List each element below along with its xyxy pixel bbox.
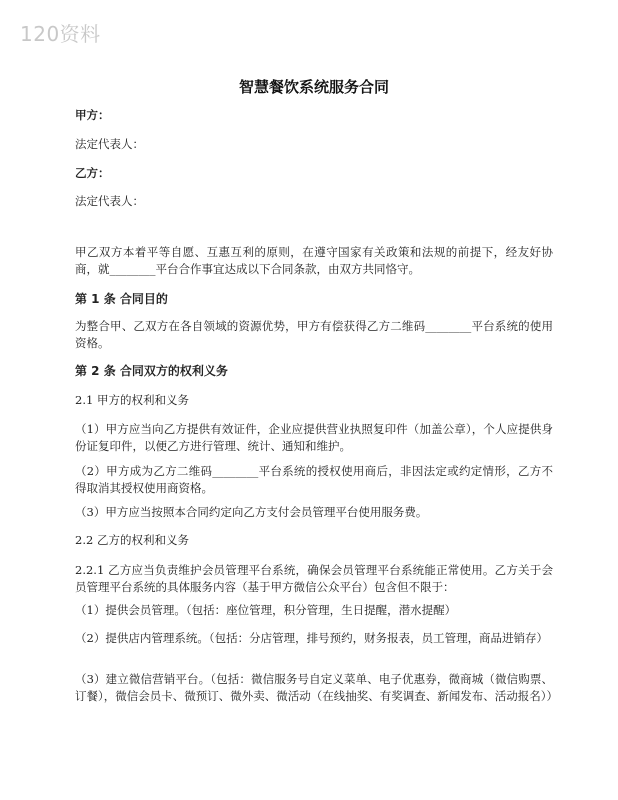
section-2-2-item: （3）建立微信营销平台。（包括：微信服务号自定义菜单、电子优惠券，微商城（微信购票、订餐），微信会员卡、微预订、微外卖、微活动（在线抽奖、有奖调查、新闻发布、活动报名）） — [75, 672, 558, 703]
section-2-2-1-paragraph: 2.2.1 乙方应当负责维护会员管理平台系统，确保会员管理平台系统能正常使用。乙方关于会员管理平台系统的具体服务内容（基于甲方微信公众平台）包含但不限于： — [75, 563, 553, 594]
section-2-1-item: （1）甲方应当向乙方提供有效证件，企业应提供营业执照复印件（加盖公章），个人应提供身份证复印件，以便乙方进行管理、统计、通知和维护。 — [75, 422, 553, 453]
section-2-2-item: （1）提供会员管理。（包括：座位管理，积分管理，生日提醒，潜水提醒） — [75, 603, 457, 617]
party-b-label: 乙方： — [75, 166, 110, 180]
article-1-text: 为整合甲、乙双方在各自领域的资源优势，甲方有偿获得乙方二维码________平台系统的使用资格。 — [75, 319, 553, 350]
section-2-1-item: （3）甲方应当按照本合同约定向乙方支付会员管理平台使用服务费。 — [75, 505, 428, 519]
party-a-rep: 法定代表人： — [75, 137, 144, 151]
section-2-1-heading: 2.1 甲方的权利和义务 — [75, 393, 189, 407]
section-2-2-heading: 2.2 乙方的权利和义务 — [75, 533, 189, 547]
article-2-heading: 第 2 条 合同双方的权利义务 — [75, 364, 228, 378]
section-2-2-item: （2）提供店内管理系统。（包括：分店管理，排号预约，财务报表，员工管理，商品进销存） — [75, 631, 549, 645]
article-1-heading: 第 1 条 合同目的 — [75, 292, 168, 306]
watermark: 120资料 — [20, 22, 101, 46]
party-b-rep: 法定代表人： — [75, 194, 144, 208]
section-2-1-item: （2）甲方成为乙方二维码________平台系统的授权使用商后，非因法定或约定情形，乙方不得取消其授权使用商资格。 — [75, 464, 553, 495]
party-a-label: 甲方： — [75, 108, 110, 122]
intro-paragraph: 甲乙双方本着平等自愿、互惠互利的原则，在遵守国家有关政策和法规的前提下，经友好协商，就________平台合作事宜达成以下合同条款，由双方共同恪守。 — [75, 245, 553, 276]
document-title: 智慧餐饮系统服务合同 — [238, 78, 389, 96]
